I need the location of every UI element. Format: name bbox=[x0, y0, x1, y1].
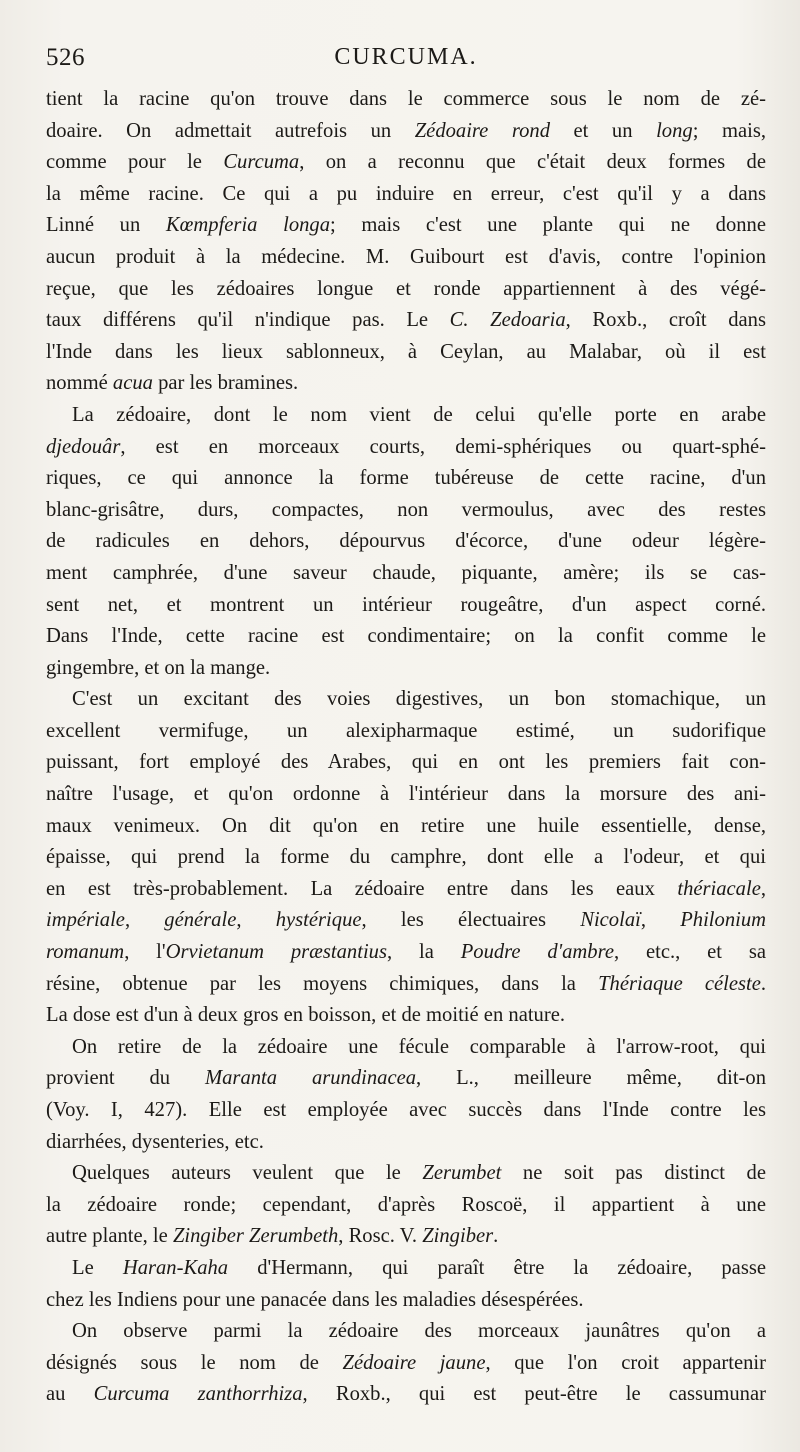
text-line bbox=[46, 242, 766, 274]
text-run: taux différens qu'il n'indique pas. Le bbox=[46, 309, 450, 332]
italic-term: C. Zedoaria bbox=[449, 309, 566, 332]
text-run: , les électuaires bbox=[361, 909, 581, 932]
italic-term: Kœmpferia longa bbox=[165, 214, 331, 237]
text-line bbox=[46, 337, 766, 369]
page-number: 526 bbox=[46, 44, 85, 71]
text-run: gingembre, et on la mange. bbox=[46, 656, 271, 679]
italic-term: Zerumbet bbox=[422, 1162, 502, 1185]
text-run: . bbox=[493, 1225, 499, 1248]
text-run: riques, ce qui annonce la forme tubéreuse de cette racine, d'un bbox=[46, 467, 766, 490]
text-run: ment camphrée, d'une saveur chaude, piquante, amère; ils se cas- bbox=[46, 561, 766, 584]
text-run: Dans l'Inde, cette racine est condimentaire; on la confit comme le bbox=[46, 625, 766, 648]
text-line bbox=[46, 558, 766, 590]
text-line bbox=[46, 937, 766, 969]
italic-term: djedouâr bbox=[46, 435, 121, 458]
text-run: l'Inde dans les lieux sablonneux, à Ceylan, au Malabar, où il est bbox=[46, 340, 766, 363]
text-line bbox=[46, 1095, 766, 1127]
text-line bbox=[46, 716, 766, 748]
italic-term: impériale bbox=[46, 909, 125, 932]
italic-term: Philonium bbox=[680, 909, 767, 932]
text-run: , bbox=[760, 877, 766, 900]
italic-term: Curcuma bbox=[223, 151, 300, 174]
text-run: chez les Indiens pour une panacée dans les maladies désespérées. bbox=[46, 1288, 584, 1311]
text-line bbox=[46, 368, 766, 400]
text-run: . bbox=[760, 972, 767, 995]
page-header bbox=[46, 44, 766, 80]
text-line bbox=[46, 1379, 766, 1411]
italic-term: Zédoaire jaune bbox=[342, 1351, 486, 1374]
text-run: , que l'on croit appartenir bbox=[485, 1351, 767, 1374]
text-line bbox=[46, 653, 766, 685]
text-run: , on a reconnu que c'était deux formes de bbox=[299, 151, 766, 174]
italic-term: Nicolaï bbox=[580, 909, 641, 932]
text-line bbox=[46, 495, 766, 527]
text-run: Quelques auteurs veulent que le bbox=[72, 1162, 423, 1185]
text-run: la même racine. Ce qui a pu induire en erreur, c'est qu'il y a dans bbox=[46, 182, 766, 205]
italic-term: long bbox=[656, 119, 693, 142]
text-run: tient la racine qu'on trouve dans le commerce sous le nom de zé- bbox=[46, 88, 766, 110]
text-run: , bbox=[236, 909, 276, 932]
text-run: ne soit pas distinct de bbox=[501, 1162, 766, 1185]
text-run: épaisse, qui prend la forme du camphre, dont elle a l'odeur, et qui bbox=[46, 846, 766, 869]
italic-term: romanum bbox=[46, 941, 125, 964]
text-line bbox=[46, 463, 766, 495]
text-run: La dose est d'un à deux gros en boisson, et de moitié en nature. bbox=[46, 1004, 565, 1027]
italic-term: Poudre d'ambre bbox=[460, 941, 614, 964]
text-run: aucun produit à la médecine. M. Guibourt est d'avis, contre l'opinion bbox=[46, 245, 766, 268]
text-line bbox=[46, 210, 766, 242]
italic-term: Haran-Kaha bbox=[122, 1256, 229, 1279]
text-run: On retire de la zédoaire une fécule comparable à l'arrow-root, qui bbox=[72, 1035, 766, 1058]
text-run: , est en morceaux courts, demi-sphériques ou quart-sphé- bbox=[120, 435, 766, 458]
text-run: , l' bbox=[124, 941, 166, 964]
italic-term: Thériaque céleste bbox=[598, 972, 761, 995]
italic-term: Orvietanum præstantius bbox=[165, 941, 387, 964]
text-run: blanc-grisâtre, durs, compactes, non vermoulus, avec des restes bbox=[46, 498, 766, 521]
text-run: et un bbox=[550, 119, 657, 142]
text-line bbox=[46, 1063, 766, 1095]
text-line bbox=[46, 305, 766, 337]
text-run: de radicules en dehors, dépourvus d'écorce, d'une odeur légère- bbox=[46, 530, 766, 553]
text-line bbox=[46, 116, 766, 148]
text-run: désignés sous le nom de bbox=[46, 1351, 343, 1374]
text-run: par les bramines. bbox=[152, 372, 299, 395]
text-run: reçue, que les zédoaires longue et ronde appartiennent à des végé- bbox=[46, 277, 766, 300]
text-line bbox=[46, 84, 766, 116]
italic-term: Maranta arundinacea bbox=[204, 1067, 417, 1090]
text-run: Le bbox=[72, 1256, 123, 1279]
italic-term: Zingiber Zerumbeth bbox=[172, 1225, 339, 1248]
text-run: la zédoaire ronde; cependant, d'après Roscoë, il appartient à une bbox=[46, 1193, 766, 1216]
text-run: , Rosc. V. bbox=[338, 1225, 423, 1248]
text-line bbox=[46, 590, 766, 622]
text-run: doaire. On admettait autrefois un bbox=[46, 119, 415, 142]
text-run: naître l'usage, et qu'on ordonne à l'intérieur dans la morsure des ani- bbox=[46, 783, 766, 806]
text-run: puissant, fort employé des Arabes, qui en ont les premiers fait con- bbox=[46, 751, 766, 774]
text-run: , la bbox=[386, 941, 461, 964]
text-line bbox=[46, 874, 766, 906]
text-run: Linné un bbox=[46, 214, 166, 237]
italic-term: Zingiber bbox=[422, 1225, 494, 1248]
text-run: , bbox=[640, 909, 681, 932]
text-line bbox=[46, 400, 766, 432]
italic-term: générale bbox=[164, 909, 237, 932]
text-line bbox=[46, 1190, 766, 1222]
text-line bbox=[46, 1316, 766, 1348]
text-line bbox=[46, 1127, 766, 1159]
text-line bbox=[46, 684, 766, 716]
text-run: ; mais, bbox=[692, 119, 767, 142]
text-run: au bbox=[46, 1383, 94, 1406]
text-run: , Roxb., qui est peut-être le cassumunar bbox=[302, 1383, 766, 1406]
text-run: , L., meilleure même, dit-on bbox=[416, 1067, 766, 1090]
text-run: d'Hermann, qui paraît être la zédoaire, passe bbox=[228, 1256, 766, 1279]
running-title: CURCUMA. bbox=[334, 44, 478, 70]
text-line bbox=[46, 1285, 766, 1317]
italic-term: Curcuma zanthorrhiza bbox=[93, 1383, 303, 1406]
text-run: sent net, et montrent un intérieur rougeâtre, d'un aspect corné. bbox=[46, 593, 766, 616]
text-run: On observe parmi la zédoaire des morceaux jaunâtres qu'on a bbox=[72, 1320, 766, 1343]
text-run: , Roxb., croît dans bbox=[565, 309, 766, 332]
text-run: , bbox=[124, 909, 165, 932]
text-run: maux venimeux. On dit qu'on en retire une huile essentielle, dense, bbox=[46, 814, 766, 837]
italic-term: Zédoaire rond bbox=[414, 119, 550, 142]
text-line bbox=[46, 969, 766, 1001]
text-run: excellent vermifuge, un alexipharmaque estimé, un sudorifique bbox=[46, 719, 766, 742]
text-run: , etc., et sa bbox=[613, 941, 766, 964]
text-line bbox=[46, 1032, 766, 1064]
text-run: nommé bbox=[46, 372, 113, 395]
text-line bbox=[46, 905, 766, 937]
text-line bbox=[46, 747, 766, 779]
text-run: résine, obtenue par les moyens chimiques, dans la bbox=[46, 972, 599, 995]
text-line bbox=[46, 1348, 766, 1380]
text-run: diarrhées, dysenteries, etc. bbox=[46, 1130, 264, 1153]
text-line bbox=[46, 1221, 766, 1253]
italic-term: hystérique bbox=[275, 909, 362, 932]
text-run: ; mais c'est une plante qui ne donne bbox=[330, 214, 766, 237]
text-line bbox=[46, 842, 766, 874]
text-line bbox=[46, 1158, 766, 1190]
text-run: comme pour le bbox=[46, 151, 224, 174]
text-run: provient du bbox=[46, 1067, 205, 1090]
text-line bbox=[46, 779, 766, 811]
text-line bbox=[46, 274, 766, 306]
text-line bbox=[46, 1000, 766, 1032]
text-line bbox=[46, 526, 766, 558]
text-line bbox=[46, 1253, 766, 1285]
text-line bbox=[46, 811, 766, 843]
italic-term: acua bbox=[112, 372, 153, 395]
text-line bbox=[46, 621, 766, 653]
text-run: (Voy. I, 427). Elle est employée avec succès dans l'Inde contre les bbox=[46, 1099, 766, 1121]
text-line bbox=[46, 179, 766, 211]
text-line bbox=[46, 432, 766, 464]
body-text bbox=[46, 84, 766, 1411]
italic-term: thériacale bbox=[677, 877, 761, 900]
text-run: La zédoaire, dont le nom vient de celui qu'elle porte en arabe bbox=[72, 403, 766, 426]
text-run: C'est un excitant des voies digestives, un bon stomachique, un bbox=[72, 688, 766, 711]
text-line bbox=[46, 147, 766, 179]
text-run: autre plante, le bbox=[46, 1225, 173, 1248]
text-run: en est très-probablement. La zédoaire entre dans les eaux bbox=[46, 877, 678, 900]
